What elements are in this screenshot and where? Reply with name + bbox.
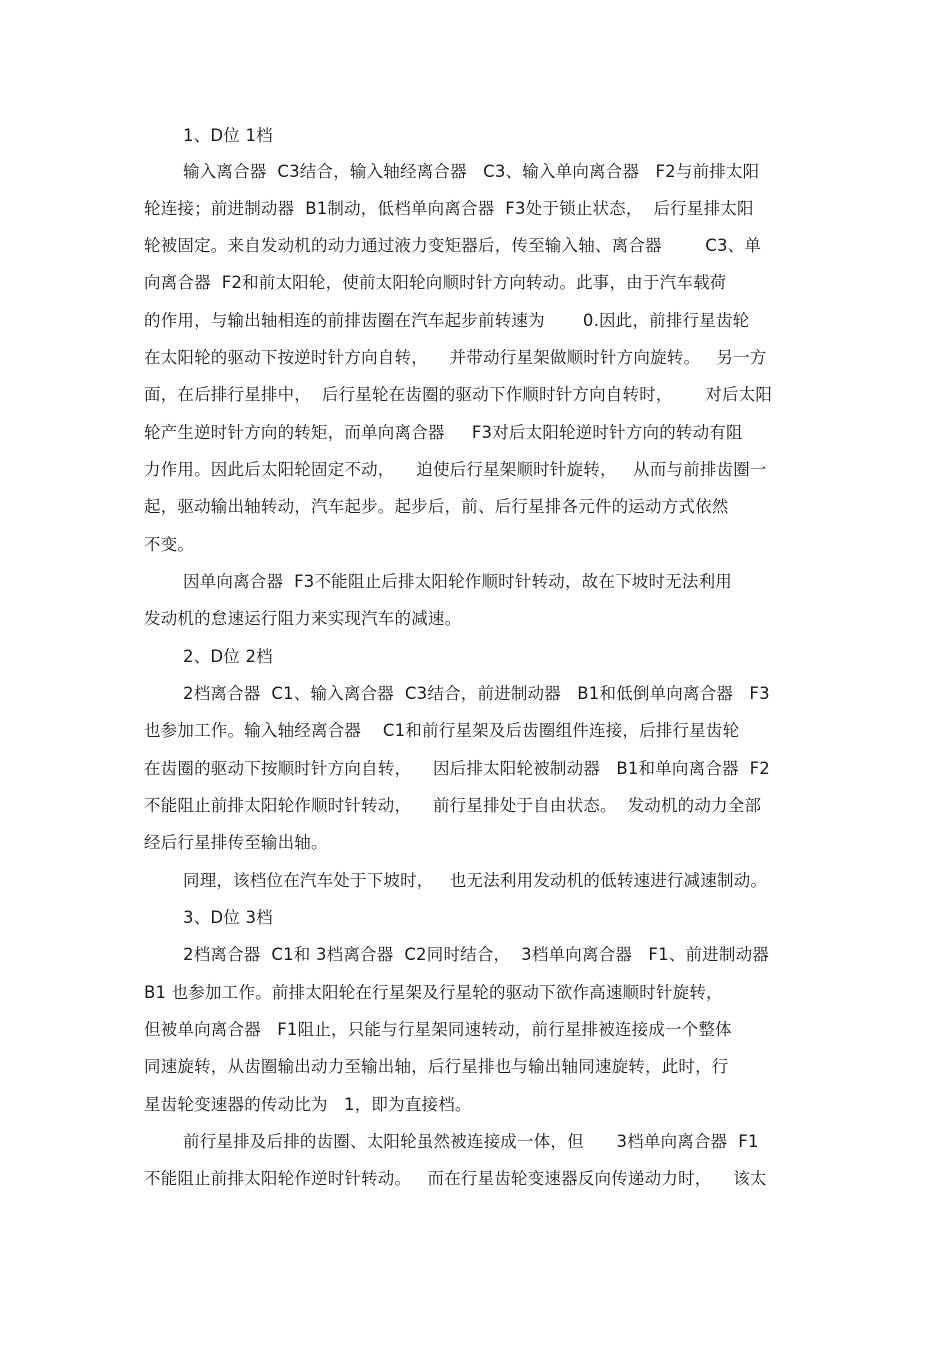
paragraph-line: 轮连接；前进制动器 B1制动，低档单向离合器 F3处于锁止状态， 后行星排太阳 — [144, 199, 754, 218]
paragraph-line: 向离合器 F2和前太阳轮，使前太阳轮向顺时针方向转动。此事，由于汽车载荷 — [144, 273, 727, 292]
paragraph-line: 起，驱动输出轴转动，汽车起步。起步后，前、后行星排各元件的运动方式依然 — [144, 497, 729, 516]
paragraph-line: 不能阻止前排太阳轮作逆时针转动。 而在行星齿轮变速器反向传递动力时， 该太 — [144, 1169, 767, 1188]
paragraph-line: 同速旋转，从齿圈输出动力至输出轴，后行星排也与输出轴同速旋转，此时，行 — [144, 1057, 729, 1076]
paragraph-line: 不能阻止前排太阳轮作顺时针转动， 前行星排处于自由状态。 发动机的动力全部 — [144, 796, 762, 815]
heading-d2: 2、D位 2档 — [183, 647, 273, 666]
paragraph-line: 但被单向离合器 F1阻止，只能与行星架同速转动，前行星排被连接成一个整体 — [144, 1020, 732, 1039]
paragraph-line: 2档离合器 C1和 3档离合器 C2同时结合， 3档单向离合器 F1、前进制动器 — [183, 945, 769, 964]
paragraph-line: 星齿轮变速器的传动比为 1，即为直接档。 — [144, 1095, 472, 1114]
paragraph-line: B1 也参加工作。前排太阳轮在行星架及行星轮的驱动下欲作高速顺时针旋转， — [144, 983, 723, 1002]
paragraph-line: 也参加工作。输入轴经离合器 C1和前行星架及后齿圈组件连接，后排行星齿轮 — [144, 721, 740, 740]
paragraph-line: 力作用。因此后太阳轮固定不动， 迫使后行星架顺时针旋转， 从而与前排齿圈一 — [144, 460, 767, 479]
paragraph-line: 输入离合器 C3结合，输入轴经离合器 C3、输入单向离合器 F2与前排太阳 — [183, 162, 760, 181]
paragraph-line: 面，在后排行星排中， 后行星轮在齿圈的驱动下作顺时针方向自转时， 对后太阳 — [144, 385, 773, 404]
paragraph-line: 发动机的怠速运行阻力来实现汽车的减速。 — [144, 609, 462, 628]
paragraph-line: 2档离合器 C1、输入离合器 C3结合，前进制动器 B1和低倒单向离合器 F3 — [183, 684, 770, 703]
paragraph-line: 轮产生逆时针方向的转矩，而单向离合器 F3对后太阳轮逆时针方向的转动有阻 — [144, 423, 743, 442]
paragraph-line: 在齿圈的驱动下按顺时针方向自转， 因后排太阳轮被制动器 B1和单向离合器 F2 — [144, 759, 771, 778]
paragraph-line: 经后行星排传至输出轴。 — [144, 833, 328, 852]
paragraph-line: 同理，该档位在汽车处于下坡时， 也无法利用发动机的低转速进行减速制动。 — [183, 871, 768, 890]
paragraph-line: 前行星排及后排的齿圈、太阳轮虽然被连接成一体，但 3档单向离合器 F1 — [183, 1132, 759, 1151]
paragraph-line: 的作用，与输出轴相连的前排齿圈在汽车起步前转速为 0.因此，前排行星齿轮 — [144, 311, 750, 330]
paragraph-line: 轮被固定。来自发动机的动力通过液力变矩器后，传至输入轴、离合器 C3、单 — [144, 236, 762, 255]
heading-d3: 3、D位 3档 — [183, 908, 273, 927]
paragraph-line: 不变。 — [144, 535, 195, 554]
heading-d1: 1、D位 1档 — [183, 126, 273, 145]
paragraph-line: 在太阳轮的驱动下按逆时针方向自转， 并带动行星架做顺时针方向旋转。 另一方 — [144, 348, 767, 367]
paragraph-line: 因单向离合器 F3不能阻止后排太阳轮作顺时针转动，故在下坡时无法利用 — [183, 572, 732, 591]
